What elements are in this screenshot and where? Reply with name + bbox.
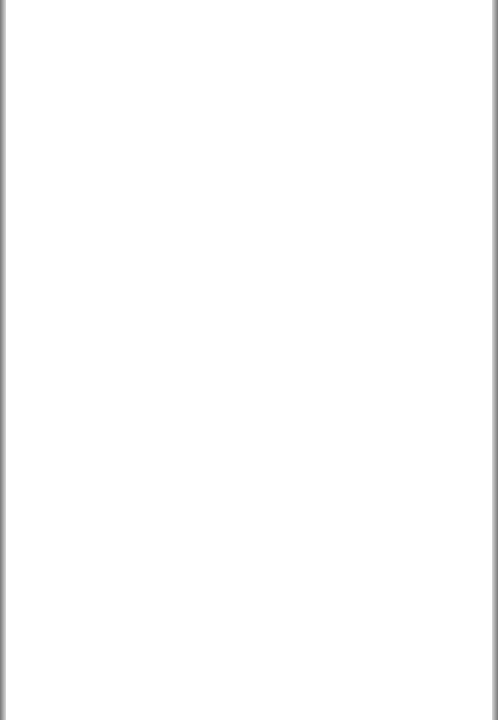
right-edge-shadow bbox=[492, 0, 498, 720]
left-edge-shadow bbox=[0, 0, 6, 720]
